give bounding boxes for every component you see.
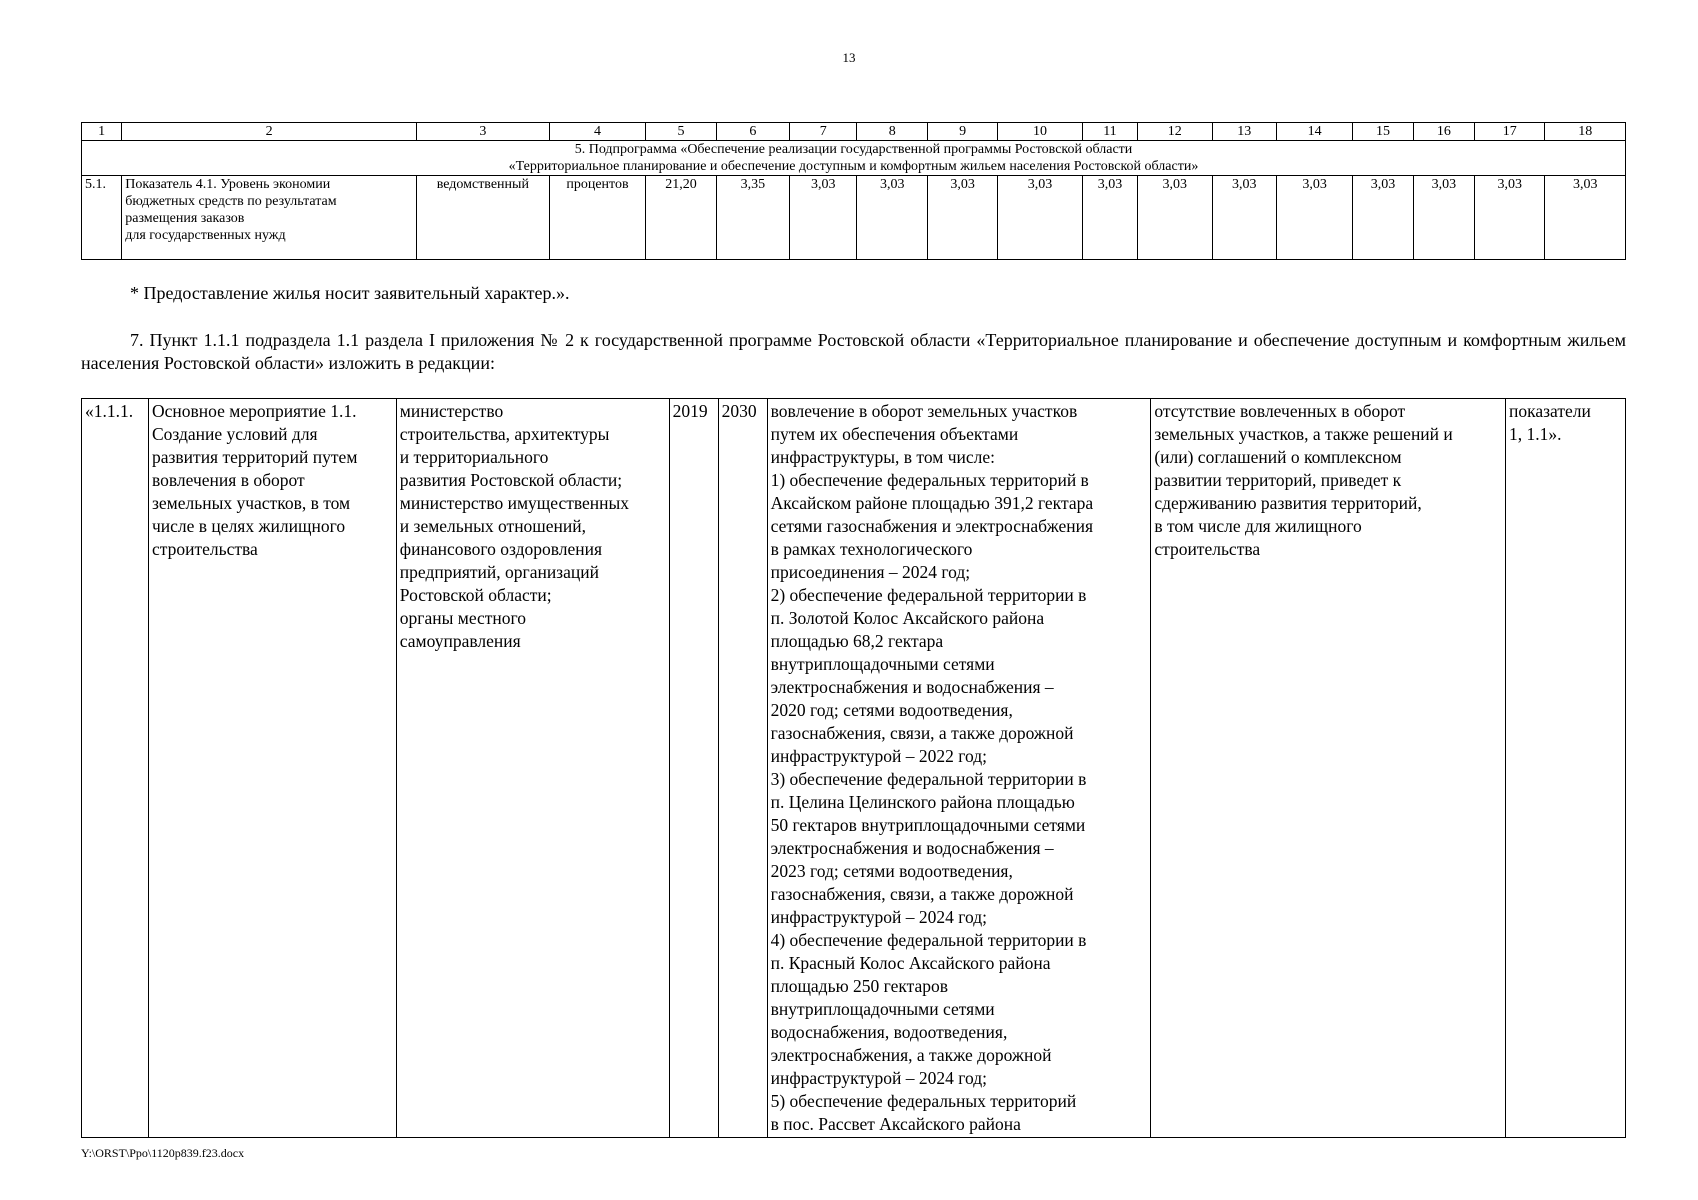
value-cell: 3,03 (1353, 176, 1413, 260)
value-cell: 3,03 (1413, 176, 1474, 260)
header-cell: 7 (790, 123, 857, 141)
activity-row (82, 399, 1626, 1138)
activity-expected-result: вовлечение в оборот земельных участков путем их обеспечения объектами инфраструктуры, в том числе: 1) обеспечение федеральных территорий в Аксайском районе площадью 391,2 гектара сетями газоснабжения и электроснабжения в рамках технологического присоединения – 2024 год; 2) обеспечение федеральной территории в п. Золотой Колос Аксайского района площадью 68,2 гектара внутриплощадочными сетями электроснабжения и водоснабжения – 2020 год; сетями водоотведения, газоснабжения, связи, а также дорожной инфраструктурой – 2022 год; 3) обеспечение федеральной территории в п. Целина Целинского района площадью 50 гектаров внутриплощадочными сетями электроснабжения и водоснабжения – 2023 год; сетями водоотведения, газоснабжения, связи, а также дорожной инфраструктурой – 2024 год; 4) обеспечение федеральной территории в п. Красный Колос Аксайского района площадью 250 гектаров внутриплощадочными сетями водоснабжения, водоотведения, электроснабжения, а также дорожной инфраструктурой – 2024 год; 5) обеспечение федеральных территорий в пос. Рассвет Аксайского района (767, 399, 1151, 1138)
value-cell: 3,03 (857, 176, 927, 260)
header-cell: 2 (122, 123, 417, 141)
indicator-unit: процентов (549, 176, 646, 260)
header-cell: 10 (998, 123, 1082, 141)
header-cell: 5 (646, 123, 716, 141)
value-cell: 3,03 (1082, 176, 1137, 260)
header-cell: 1 (82, 123, 122, 141)
value-cell: 3,03 (1138, 176, 1212, 260)
header-cell: 13 (1212, 123, 1276, 141)
row-number: 5.1. (82, 176, 122, 260)
subprogram-row (82, 141, 1626, 176)
activity-table (81, 398, 1626, 1138)
indicator-type: ведомственный (416, 176, 549, 260)
page-number: 13 (842, 50, 856, 65)
file-path: Y:\ORST\Ppo\1120p839.f23.docx (81, 1146, 245, 1160)
value-cell: 3,35 (716, 176, 789, 260)
header-cell: 17 (1475, 123, 1545, 141)
activity-end-year: 2030 (718, 399, 767, 1138)
subprogram-title (82, 141, 1626, 176)
indicators-table (81, 122, 1626, 260)
value-cell: 3,03 (927, 176, 997, 260)
activity-consequences: отсутствие вовлеченных в оборот земельных участков, а также решений и (или) соглашений о комплексном развитии территорий, приведет к сдерживанию развития территорий, в том числе для жилищного строительства (1151, 399, 1506, 1138)
header-cell: 3 (416, 123, 549, 141)
activity-number: «1.1.1. (82, 399, 149, 1138)
header-cell: 4 (549, 123, 646, 141)
activity-executor: министерство строительства, архитектуры и территориального развития Ростовской области; министерство имущественных и земельных отношений, финансового оздоровления предприятий, организаций Ростовской области; органы местного самоуправления (396, 399, 669, 1138)
header-cell: 18 (1545, 123, 1626, 141)
header-cell: 12 (1138, 123, 1212, 141)
item-7-paragraph: 7. Пункт 1.1.1 подраздела 1.1 раздела I приложения № 2 к государственной программе Ростовской области «Территориальное планирование и обеспечение доступным и комфортным жильем населения Ростовской области» изложить в редакции: (81, 330, 1626, 373)
value-cell: 21,20 (646, 176, 716, 260)
header-cell: 14 (1276, 123, 1352, 141)
header-cell: 9 (927, 123, 997, 141)
header-cell: 15 (1353, 123, 1413, 141)
value-cell: 3,03 (1475, 176, 1545, 260)
value-cell: 3,03 (1212, 176, 1276, 260)
value-cell: 3,03 (1545, 176, 1626, 260)
activity-indicators: показатели 1, 1.1». (1505, 399, 1625, 1138)
activity-start-year: 2019 (669, 399, 718, 1138)
header-cell: 11 (1082, 123, 1137, 141)
subprogram-title-line: «Территориальное планирование и обеспечение доступным и комфортным жильем населения Ростовской области» (508, 159, 1199, 174)
indicator-row (82, 176, 1626, 260)
value-cell: 3,03 (1276, 176, 1352, 260)
header-row (82, 123, 1626, 141)
header-cell: 6 (716, 123, 789, 141)
header-cell: 8 (857, 123, 927, 141)
value-cell: 3,03 (790, 176, 857, 260)
indicator-name: Показатель 4.1. Уровень экономии бюджетных средств по результатам размещения заказов для государственных нужд (122, 176, 417, 260)
header-cell: 16 (1413, 123, 1474, 141)
activity-name: Основное мероприятие 1.1. Создание условий для развития территорий путем вовлечения в оборот земельных участков, в том числе в целях жилищного строительства (148, 399, 396, 1138)
value-cell: 3,03 (998, 176, 1082, 260)
subprogram-title-line: 5. Подпрограмма «Обеспечение реализации государственной программы Ростовской области (574, 142, 1133, 157)
footnote: * Предоставление жилья носит заявительный характер.». (130, 283, 570, 303)
